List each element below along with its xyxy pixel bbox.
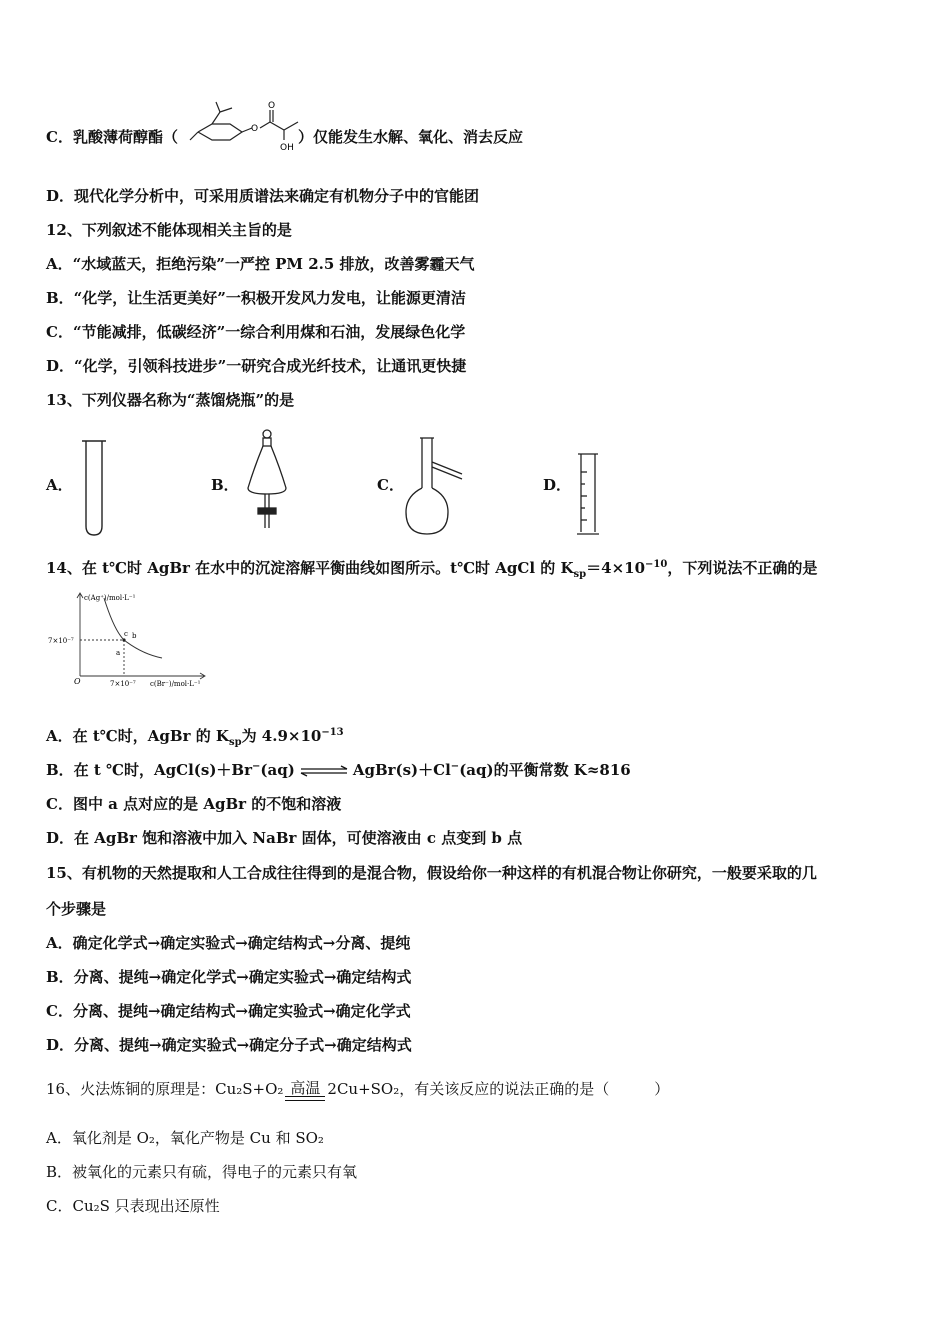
q14-option-a <box>46 725 344 747</box>
q14-option-a-exp: −13 <box>321 727 344 738</box>
q15-option-a: A．确定化学式→确定实验式→确定结构式→分离、提纯 <box>46 934 411 952</box>
q14-option-b-sup1: − <box>252 761 261 772</box>
q14-option-b-part-c: AgBr(s)＋Cl <box>352 761 451 779</box>
q14-option-b <box>46 759 631 781</box>
solubility-equilibrium-graph <box>44 590 214 690</box>
q14-option-b-part-b: (aq) <box>260 761 295 779</box>
q14-option-d: D．在 AgBr 饱和溶液中加入 NaBr 固体，可使溶液由 c 点变到 b 点 <box>46 829 523 847</box>
q14-stem-part-c: ，下列说法不正确的是 <box>667 559 818 577</box>
q16-stem-part-a: 16、火法炼铜的原理是：Cu₂S+O₂ <box>46 1080 284 1098</box>
q13-label-c: C． <box>377 476 404 494</box>
q14-option-b-part-d: (aq)的平衡常数 K≈816 <box>459 761 631 779</box>
q14-stem <box>46 557 817 579</box>
q14-stem-part-a: 14、在 t℃时 AgBr 在水中的沉淀溶解平衡曲线如图所示。t℃时 AgCl 的 K <box>46 559 574 577</box>
carbonyl-oxygen-label: O <box>268 101 276 111</box>
menthyl-lactate-structure <box>190 100 315 152</box>
high-temperature-condition <box>285 1080 325 1101</box>
q12-option-a: A．“水域蓝天，拒绝污染”一严控 PM 2.5 排放，改善雾霾天气 <box>46 255 475 273</box>
q11-option-c-suffix: ）仅能发生水解、氧化、消去反应 <box>297 128 523 146</box>
q14-option-a-part-a: A．在 t℃时，AgBr 的 K <box>46 727 229 745</box>
q14-option-b-part-a: B．在 t ℃时，AgCl(s)＋Br <box>46 761 253 779</box>
q16-option-c: C．Cu₂S 只表现出还原性 <box>46 1197 220 1215</box>
ring-shape <box>198 124 242 140</box>
graph-point-b: b <box>132 632 137 640</box>
graph-origin: O <box>74 677 81 686</box>
q15-option-b: B．分离、提纯→确定化学式→确定实验式→确定结构式 <box>46 968 412 986</box>
q12-option-c: C．“节能减排，低碳经济”一综合利用煤和石油，发展绿色化学 <box>46 323 466 341</box>
q15-option-d: D．分离、提纯→确定实验式→确定分子式→确定结构式 <box>46 1036 412 1054</box>
q14-option-a-ksp-sub: sp <box>228 737 242 748</box>
graph-y-tick: 7×10⁻⁷ <box>48 637 74 645</box>
q12-option-b: B．“化学，让生活更美好”一积极开发风力发电，让能源更清洁 <box>46 289 466 307</box>
equilibrium-arrow-icon <box>299 765 349 777</box>
q15-stem-line2: 个步骤是 <box>46 900 107 918</box>
q11-option-d: D．现代化学分析中，可采用质谱法来确定有机物分子中的官能团 <box>46 187 480 205</box>
q13-label-b: B． <box>211 476 239 494</box>
q12-option-d: D．“化学，引领科技进步”一研究合成光纤技术，让通讯更快捷 <box>46 357 467 375</box>
q16-option-a: A．氧化剂是 O₂，氧化产物是 Cu 和 SO₂ <box>46 1129 324 1147</box>
ester-oxygen-label: O <box>251 124 259 134</box>
q14-stem-exp: −10 <box>645 559 668 570</box>
q13-label-d: D． <box>543 476 572 494</box>
q13-label-a: A． <box>46 476 73 494</box>
q14-option-a-part-b: 为 4.9×10 <box>241 727 322 745</box>
graduated-cylinder-icon <box>576 452 602 538</box>
separatory-funnel-icon <box>244 428 290 534</box>
q11-option-c-prefix: C．乳酸薄荷醇酯（ <box>46 128 178 146</box>
q16-stem <box>46 1078 669 1101</box>
q14-stem-ksp-sub: sp <box>573 569 587 580</box>
condition-label: 高温 <box>290 1078 321 1097</box>
hydroxyl-label: OH <box>280 143 294 153</box>
q12-stem: 12、下列叙述不能体现相关主旨的是 <box>46 221 292 239</box>
q14-option-c: C．图中 a 点对应的是 AgBr 的不饱和溶液 <box>46 795 342 813</box>
graph-point-a: a <box>116 649 121 657</box>
q15-option-c: C．分离、提纯→确定结构式→确定实验式→确定化学式 <box>46 1002 411 1020</box>
q14-option-b-sup2: − <box>450 761 460 772</box>
q13-stem: 13、下列仪器名称为“蒸馏烧瓶”的是 <box>46 391 295 409</box>
distillation-flask-icon <box>404 434 466 538</box>
q15-stem-line1: 15、有机物的天然提取和人工合成往往得到的是混合物，假设给你一种这样的有机混合物让你研究，一般要采取的几 <box>46 864 817 882</box>
q16-stem-part-b: 2Cu+SO₂，有关该反应的说法正确的是（ ） <box>327 1080 670 1098</box>
graph-x-axis-label: c(Br⁻)/mol·L⁻¹ <box>150 680 201 688</box>
q14-stem-part-b: ＝4×10 <box>586 559 646 577</box>
q16-option-b: B．被氧化的元素只有硫，得电子的元素只有氧 <box>46 1163 358 1181</box>
test-tube-icon <box>80 438 110 538</box>
graph-y-axis-label: c(Ag⁺)/mol·L⁻¹ <box>84 594 136 602</box>
graph-x-tick: 7×10⁻⁷ <box>110 680 136 688</box>
graph-point-c: c <box>124 630 128 638</box>
